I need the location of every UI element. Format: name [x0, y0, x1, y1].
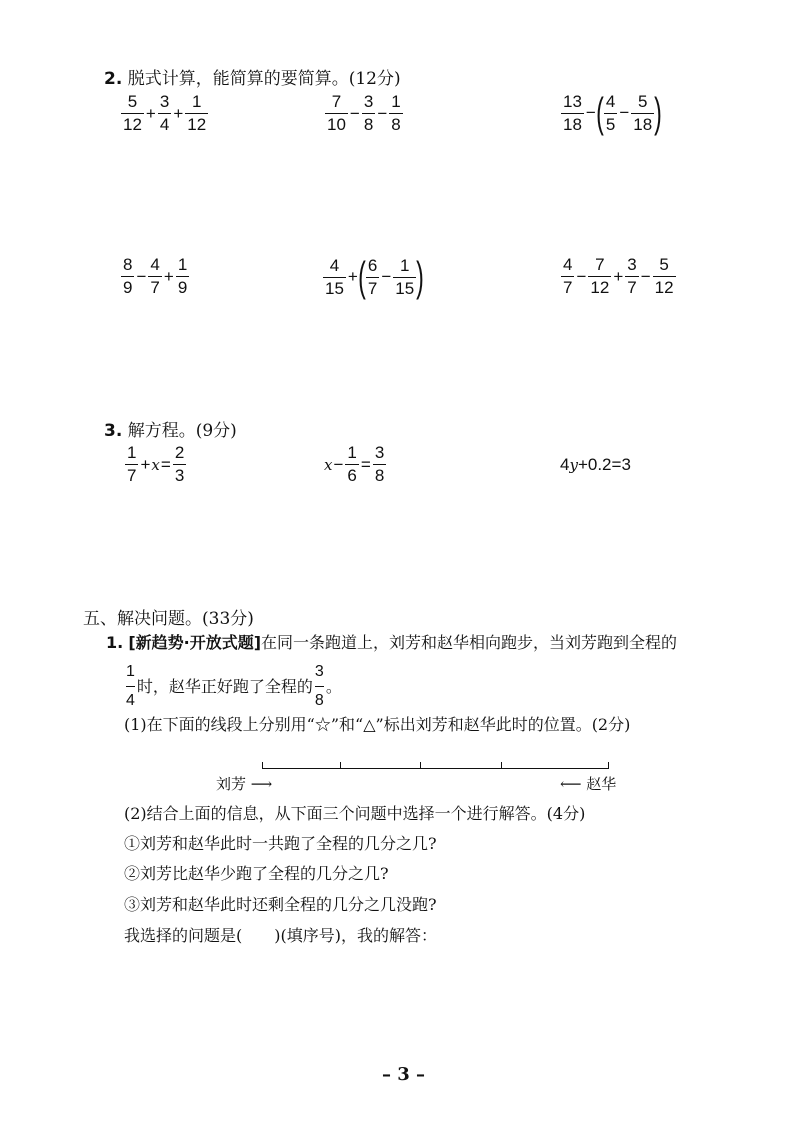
problem-1-number: 1. [106, 633, 124, 652]
option-2: ②刘芳比赵华少跑了全程的几分之几? [124, 864, 389, 883]
problem-1-line-1 [106, 631, 677, 655]
operator: + [173, 103, 184, 123]
problem-1-line-2 [124, 660, 342, 713]
tick [340, 762, 341, 768]
operator: − [576, 266, 587, 286]
q3-equation-2 [324, 444, 387, 485]
fraction: $\frac{1}{7}$ [127, 443, 137, 485]
fraction: $\frac{4}{15}$ [325, 255, 344, 298]
equals-sign: = [360, 454, 371, 474]
fraction: $\frac{7}{10}$ [327, 92, 346, 134]
left-parenthesis: ( [358, 253, 366, 300]
tick-end [608, 762, 609, 768]
operator: − [136, 266, 147, 286]
section-5-title: 五、解决问题。(33分) [83, 609, 254, 629]
operator: − [585, 103, 596, 122]
variable: x [151, 455, 160, 474]
q2-expression-5 [322, 253, 425, 300]
q2-expression-2 [324, 93, 404, 134]
fraction: $\frac{5}{12}$ [654, 255, 674, 297]
q2-expression-3 [560, 89, 663, 136]
q2-heading-text: 脱式计算，能简算的要简算。(12分) [127, 69, 401, 89]
operator: + [613, 266, 624, 286]
left-parenthesis: ( [596, 89, 604, 136]
page-number: – 3 – [382, 1064, 426, 1085]
option-3: ③刘芳和赵华此时还剩全程的几分之几没跑? [124, 895, 437, 914]
liufang-label: 刘芳 ⟶ [216, 775, 273, 793]
fraction: $\frac{3}{7}$ [627, 255, 637, 297]
zhaohua-label: ⟵ 赵华 [560, 775, 617, 793]
option-1: ①刘芳和赵华此时一共跑了全程的几分之几? [124, 834, 437, 853]
fraction-one-quarter: $\frac{1}{4}$ [126, 663, 135, 709]
sub-question-2: (2)结合上面的信息，从下面三个问题中选择一个进行解答。(4分) [124, 804, 586, 823]
fraction: $\frac{1}{12}$ [187, 92, 207, 134]
fraction: $\frac{5}{12}$ [123, 92, 142, 134]
q2-expression-1 [120, 93, 209, 134]
operator: − [333, 454, 344, 474]
number-line-segment[interactable] [262, 768, 609, 769]
operator: − [619, 103, 630, 122]
fraction: $\frac{2}{3}$ [174, 443, 185, 485]
fraction: $\frac{3}{4}$ [159, 92, 170, 134]
operator: − [640, 266, 651, 286]
tick-start [262, 762, 263, 768]
fraction: $\frac{8}{9}$ [123, 255, 133, 297]
fraction: $\frac{1}{15}$ [395, 255, 415, 298]
operator: − [377, 103, 388, 123]
operator: − [349, 103, 360, 123]
q3-equation-1 [124, 444, 187, 485]
fraction-three-eighths: $\frac{3}{8}$ [314, 663, 324, 709]
q2-expression-6 [560, 256, 677, 297]
equals-sign: = [160, 454, 171, 474]
problem-1-text: 在同一条跑道上，刘芳和赵华相向跑步，当刘芳跑到全程的 [261, 633, 678, 652]
operator: + [145, 103, 156, 123]
q2-expression-4 [120, 256, 190, 297]
fraction: $\frac{1}{9}$ [177, 255, 188, 297]
q2-heading [104, 64, 401, 89]
problem-1-end-text: 。 [325, 676, 342, 696]
fraction: $\frac{3}{8}$ [363, 92, 374, 134]
fraction: $\frac{4}{7}$ [563, 255, 573, 297]
q3-number: 3. [104, 421, 123, 441]
fraction: $\frac{13}{18}$ [563, 91, 582, 134]
operator: − [381, 267, 392, 286]
right-parenthesis: ) [654, 89, 663, 136]
fraction: $\frac{3}{8}$ [374, 443, 385, 485]
q2-number: 2. [104, 69, 123, 89]
q3-equation-3 [560, 455, 631, 475]
tick [501, 762, 502, 768]
fraction: $\frac{1}{8}$ [391, 92, 401, 134]
fraction: $\frac{6}{7}$ [367, 255, 378, 298]
operator: + [163, 266, 174, 286]
operator: + [140, 454, 151, 474]
q3-heading-text: 解方程。(9分) [127, 421, 237, 441]
operator: + [347, 267, 358, 286]
coefficient: 4 [560, 455, 570, 474]
problem-1-tag: [新趋势·开放式题] [128, 633, 262, 652]
variable: x [324, 455, 333, 474]
choice-prompt: 我选择的问题是( )(填序号)，我的解答： [124, 926, 437, 945]
right-parenthesis: ) [416, 253, 425, 300]
problem-1-mid-text: 时，赵华正好跑了全程的 [136, 676, 313, 696]
q3-heading [104, 416, 237, 441]
fraction: $\frac{7}{12}$ [590, 255, 610, 297]
fraction: $\frac{4}{5}$ [605, 91, 616, 134]
variable: y [569, 456, 578, 474]
fraction: $\frac{4}{7}$ [150, 255, 160, 297]
sub-question-1: (1)在下面的线段上分别用“☆”和“△”标出刘芳和赵华此时的位置。(2分) [124, 715, 631, 734]
fraction: $\frac{1}{6}$ [347, 443, 357, 485]
tick [420, 762, 421, 768]
fraction: $\frac{5}{18}$ [633, 91, 653, 134]
equation-rest: +0.2=3 [577, 455, 631, 474]
